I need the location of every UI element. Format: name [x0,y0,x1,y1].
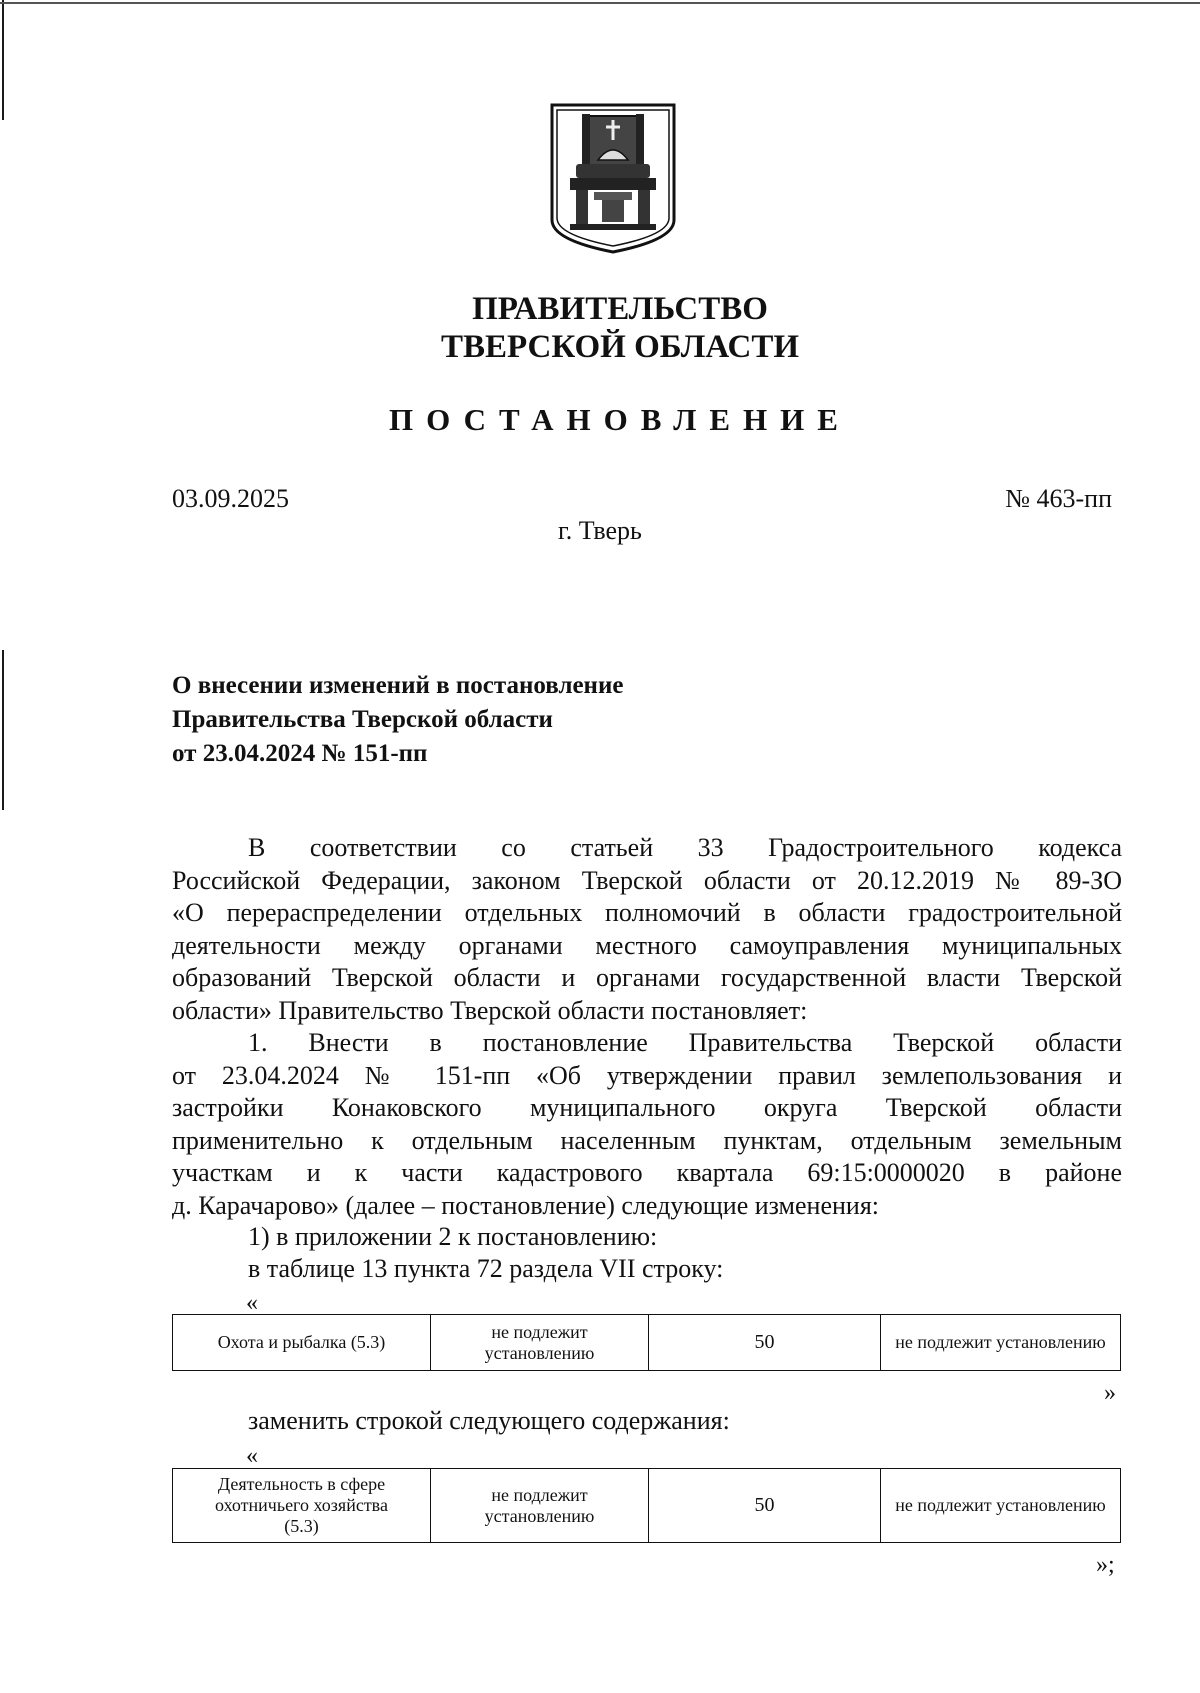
paragraph-line: образований Тверской области и органами государственной власти Тверской [172,963,1122,992]
paragraph-preamble [172,832,1122,1027]
table-cell: Охота и рыбалка (5.3) [173,1315,431,1371]
quote-open-new: « [246,1443,258,1469]
title-line-2: Правительства Тверской области [172,706,553,733]
quote-close-new: »; [1096,1552,1115,1578]
paragraph-item-1 [172,1027,1122,1222]
document-date: 03.09.2025 [172,484,289,513]
title-line-1: О внесении изменений в постановление [172,672,624,699]
quote-close-old: » [1104,1380,1116,1406]
paragraph-line: «О перераспределении отдельных полномочий в области градостроительной [172,898,1122,927]
sub-item-2: в таблице 13 пункта 72 раздела VII строку: [248,1254,724,1283]
paragraph-line: деятельности между органами местного самоуправления муниципальных [172,930,1122,960]
document-city: г. Тверь [558,516,642,545]
sub-item-1: 1) в приложении 2 к постановлению: [248,1222,658,1251]
paragraph-line: застройки Конаковского муниципального округа Тверской области [172,1093,1122,1122]
table-row [173,1315,1121,1371]
org-name-line2: ТВЕРСКОЙ ОБЛАСТИ [440,329,800,365]
table-old-row [172,1314,1121,1371]
org-name-line1: ПРАВИТЕЛЬСТВО [472,291,768,327]
table-cell: не подлежит установлению [881,1315,1121,1371]
paragraph-line: применительно к отдельным населенным пунктам, отдельным земельным [172,1125,1122,1155]
quote-open-old: « [246,1290,258,1316]
title-line-3: от 23.04.2024 № 151-пп [172,740,428,767]
scan-edge-left-mid [2,650,4,810]
document-type: ПОСТАНОВЛЕНИЕ [389,402,851,437]
table-row [173,1469,1121,1543]
coat-of-arms-emblem [548,102,678,254]
paragraph-line: д. Карачарово» (далее – постановление) следующие изменения: [172,1190,880,1220]
table-cell: Деятельность в сфере охотничьего хозяйства (5.3) [173,1469,431,1543]
table-cell: не подлежит установлению [431,1315,649,1371]
paragraph-line: от 23.04.2024 № 151-пп «Об утверждении правил землепользования и [172,1060,1122,1090]
scan-edge-left-top [2,0,4,120]
paragraph-line: 1. Внести в постановление Правительства Тверской области [248,1028,1122,1057]
paragraph-line: области» Правительство Тверской области постановляет: [172,995,808,1025]
table-cell: не подлежит установлению [431,1469,649,1543]
paragraph-line: Российской Федерации, законом Тверской области от 20.12.2019 № 89-ЗО [172,865,1122,895]
document-number: № 463-пп [1005,484,1112,513]
table-cell: 50 [649,1469,881,1543]
paragraph-line: В соответствии со статьей 33 Градостроительного кодекса [248,833,1122,862]
replace-instruction: заменить строкой следующего содержания: [248,1406,730,1435]
paragraph-line: участкам и к части кадастрового квартала 69:15:0000020 в районе [172,1158,1122,1187]
table-new-row [172,1468,1121,1543]
table-cell: не подлежит установлению [881,1469,1121,1543]
scan-edge-top [0,2,1200,4]
table-cell: 50 [649,1315,881,1371]
